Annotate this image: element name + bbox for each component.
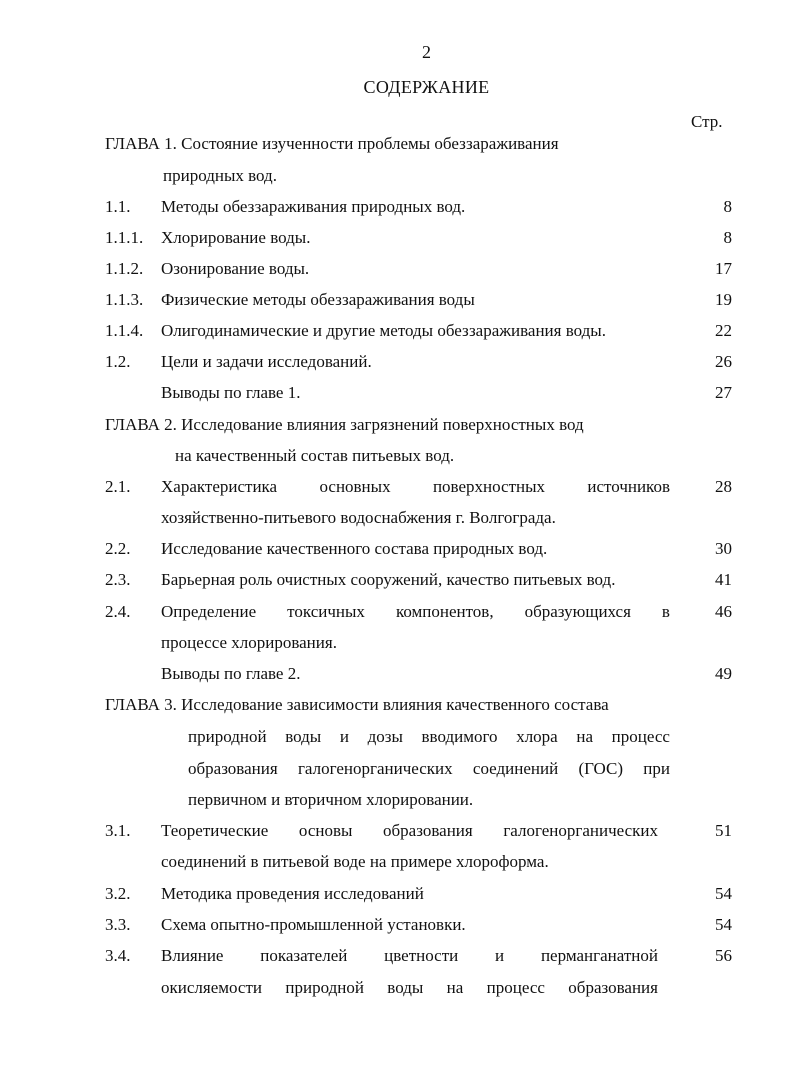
toc-conclusion-title: Выводы по главе 2. bbox=[161, 664, 301, 683]
toc-entry-title: Олигодинамические и другие методы обеззараживания воды. bbox=[161, 321, 606, 340]
toc-entry-page: 30 bbox=[715, 539, 732, 558]
word: перманганатной bbox=[540, 946, 658, 965]
toc-entry-title: Хлорирование воды. bbox=[161, 228, 311, 247]
toc-entry-page: 54 bbox=[715, 915, 732, 934]
word: Характеристика bbox=[161, 477, 278, 496]
word: Теоретические bbox=[161, 821, 269, 840]
word: основных bbox=[319, 477, 391, 496]
toc-entry-number: 1.1.4. bbox=[105, 321, 144, 340]
toc-entry-title: Барьерная роль очистных сооружений, качество питьевых вод. bbox=[161, 570, 616, 589]
word: природной bbox=[188, 727, 267, 746]
toc-entry-title bbox=[161, 478, 670, 495]
toc-entry-title-line-2: соединений в питьевой воде на примере хлороформа. bbox=[161, 852, 549, 871]
toc-entry-title: Озонирование воды. bbox=[161, 259, 310, 278]
word: поверхностных bbox=[432, 477, 546, 496]
toc-entry-number: 1.1. bbox=[105, 197, 131, 216]
word: воды bbox=[285, 727, 322, 746]
word: показателей bbox=[260, 946, 348, 965]
word: компонентов, bbox=[395, 602, 494, 621]
toc-entry-number: 2.3. bbox=[105, 570, 131, 589]
toc-entry-title: Методика проведения исследований bbox=[161, 884, 424, 903]
toc-entry-title: Исследование качественного состава природных вод. bbox=[161, 539, 548, 558]
page-number: 2 bbox=[422, 42, 431, 62]
toc-entry-page: 56 bbox=[715, 946, 732, 965]
word: галогенорганических bbox=[503, 821, 658, 840]
word: образования bbox=[188, 759, 278, 778]
word: воды bbox=[387, 978, 424, 997]
page-column-label: Стр. bbox=[691, 112, 723, 131]
toc-entry-number: 3.1. bbox=[105, 821, 131, 840]
toc-entry-page: 54 bbox=[715, 884, 732, 903]
toc-entry-title bbox=[161, 947, 658, 964]
toc-entry-title bbox=[161, 603, 670, 620]
toc-entry-page: 17 bbox=[715, 259, 732, 278]
toc-entry-number: 1.1.1. bbox=[105, 228, 144, 247]
toc-entry-page: 8 bbox=[723, 228, 732, 247]
word: вводимого bbox=[421, 727, 498, 746]
word: источников bbox=[587, 477, 670, 496]
toc-entry-page: 46 bbox=[715, 602, 732, 621]
word: цветности bbox=[384, 946, 459, 965]
chapter-3-heading-line-4: первичном и вторичном хлорировании. bbox=[188, 790, 474, 809]
word: основы bbox=[298, 821, 353, 840]
word: Влияние bbox=[161, 946, 224, 965]
word: хлора bbox=[516, 727, 558, 746]
word: соединений bbox=[472, 759, 559, 778]
word: природной bbox=[285, 978, 364, 997]
toc-entry-title-line-2: процессе хлорирования. bbox=[161, 633, 337, 652]
toc-entry-number: 2.1. bbox=[105, 477, 131, 496]
word: в bbox=[661, 602, 670, 621]
toc-entry-title: Методы обеззараживания природных вод. bbox=[161, 197, 466, 216]
toc-entry-number: 3.2. bbox=[105, 884, 131, 903]
toc-entry-page: 28 bbox=[715, 477, 732, 496]
toc-entry-number: 3.3. bbox=[105, 915, 131, 934]
toc-entry-page: 26 bbox=[715, 352, 732, 371]
word: на bbox=[446, 978, 464, 997]
word: процесс bbox=[486, 978, 545, 997]
toc-entry-title bbox=[161, 822, 658, 839]
toc-entry-page: 19 bbox=[715, 290, 732, 309]
toc-entry-number: 2.2. bbox=[105, 539, 131, 558]
word: образующихся bbox=[524, 602, 631, 621]
word: токсичных bbox=[287, 602, 365, 621]
toc-entry-page: 22 bbox=[715, 321, 732, 340]
toc-entry-number: 1.2. bbox=[105, 352, 131, 371]
word: на bbox=[576, 727, 594, 746]
chapter-3-heading-line-3 bbox=[188, 760, 670, 777]
toc-conclusion-title: Выводы по главе 1. bbox=[161, 383, 301, 402]
toc-entry-page: 27 bbox=[715, 383, 732, 402]
chapter-2-heading-line-2: на качественный состав питьевых вод. bbox=[175, 446, 455, 465]
word: (ГОС) bbox=[578, 759, 623, 778]
toc-entry-number: 1.1.2. bbox=[105, 259, 144, 278]
chapter-2-heading-line-1: ГЛАВА 2. Исследование влияния загрязнений поверхностных вод bbox=[105, 415, 584, 434]
toc-entry-number: 2.4. bbox=[105, 602, 131, 621]
chapter-3-heading-line-2 bbox=[188, 728, 670, 745]
word: дозы bbox=[367, 727, 403, 746]
toc-entry-number: 1.1.3. bbox=[105, 290, 144, 309]
word: окисляемости bbox=[161, 978, 263, 997]
toc-entry-title-line-2: хозяйственно-питьевого водоснабжения г. Волгограда. bbox=[161, 508, 556, 527]
toc-entry-title-line-2 bbox=[161, 979, 658, 996]
chapter-3-heading-line-1: ГЛАВА 3. Исследование зависимости влияния качественного состава bbox=[105, 695, 609, 714]
word: образования bbox=[383, 821, 473, 840]
word: Определение bbox=[161, 602, 257, 621]
toc-entry-title: Физические методы обеззараживания воды bbox=[161, 290, 475, 309]
toc-entry-page: 49 bbox=[715, 664, 732, 683]
word: при bbox=[643, 759, 670, 778]
toc-entry-page: 8 bbox=[723, 197, 732, 216]
word: и bbox=[339, 727, 349, 746]
toc-entry-title: Схема опытно-промышленной установки. bbox=[161, 915, 466, 934]
word: и bbox=[495, 946, 505, 965]
chapter-1-heading-line-1: ГЛАВА 1. Состояние изученности проблемы обеззараживания bbox=[105, 134, 559, 153]
word: процесс bbox=[611, 727, 670, 746]
toc-entry-page: 51 bbox=[715, 821, 732, 840]
toc-entry-title: Цели и задачи исследований. bbox=[161, 352, 372, 371]
word: образования bbox=[568, 978, 658, 997]
toc-entry-page: 41 bbox=[715, 570, 732, 589]
page-title: СОДЕРЖАНИЕ bbox=[363, 77, 490, 97]
toc-entry-number: 3.4. bbox=[105, 946, 131, 965]
word: галогенорганических bbox=[297, 759, 453, 778]
chapter-1-heading-line-2: природных вод. bbox=[163, 166, 277, 185]
